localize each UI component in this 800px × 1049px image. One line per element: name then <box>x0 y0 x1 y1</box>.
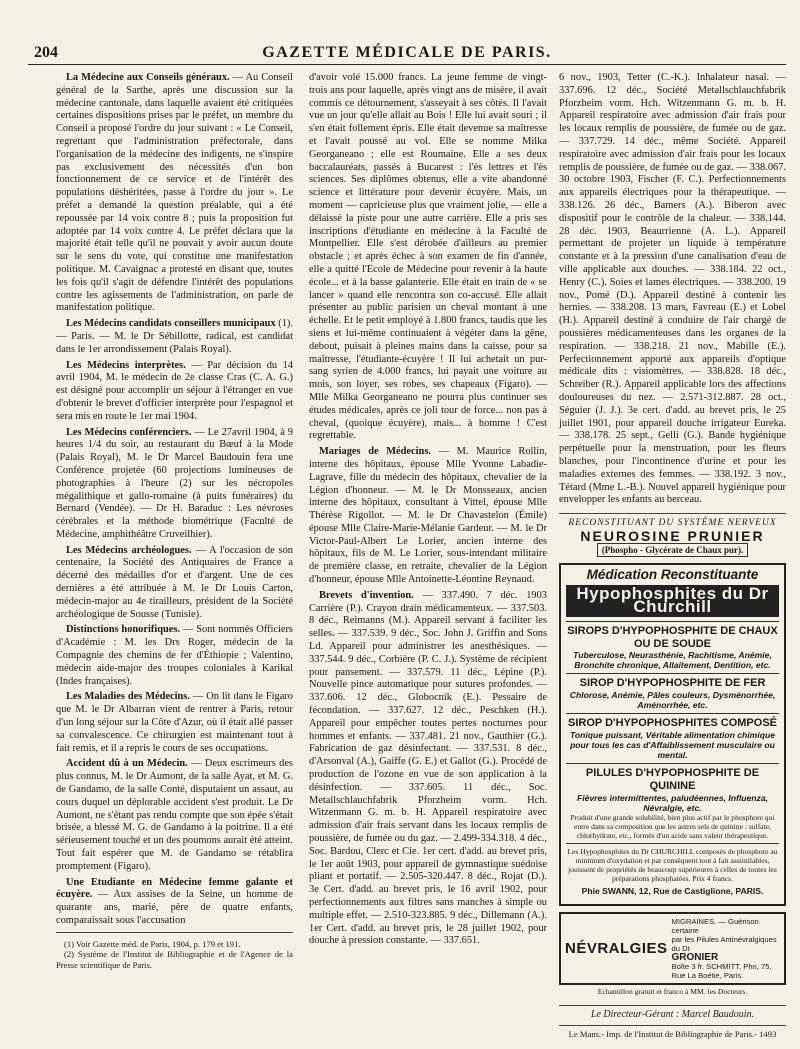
article-candidats-municipaux: Les Médecins candidats conseillers municipaux (1). — Paris. — M. le Dr Sébillotte, radical, est candidat dans le 1er arrondissement (Palais Royal). <box>56 318 293 355</box>
ad-churchill-product-2: SIROP D'HYPOPHOSPHITE DE FER Chlorose, Anémie, Pâles couleurs, Dysménorrhée, Aménorrhée, etc. <box>566 673 779 713</box>
column-3 <box>559 72 786 1041</box>
ad-churchill-address: Phie SWANN, 12, Rue de Castiglione, PARIS. <box>581 885 764 896</box>
ad-gronier-headline: NÉVRALGIES <box>565 939 668 957</box>
ad-gronier-nevralgies: NÉVRALGIES MIGRAINES. — Guérison certaine par les Pilules Antinévralgiques du Dr GRONIER Boîte 3 fr. SCHMITT, Phn, 75, Rue La Boétie, Paris. Echantillon gratuit et franco à MM. les Docteurs. <box>559 912 786 999</box>
ad-neurosine-tagline: RECONSTITUANT DU SYSTÈME NERVEUX <box>568 518 777 529</box>
ad-neurosine-formula: (Phospho - Glycérate de Chaux pur). <box>597 543 749 558</box>
imprint: Le Mans.- Imp. de l'Institut de Bibliographie de Paris.- 1493 <box>559 1025 786 1041</box>
article-etudiante: Une Etudiante en Médecine femme galante et écuyère. — Aux assises de la Seine, un homme de quarante ans, marié, père de quatre enfants, comparaissait sous l'accusation <box>56 876 293 926</box>
footnote-2: (2) Système de l'Institut de Bibliographie et de l'Agence de la Presse scientifique de Paris. <box>56 949 293 970</box>
ad-churchill-note-2: Les Hypophosphites du Dr CHURCHILL composés de phosphore au minimum d'oxydation et par conséquent tout à fait assimilables, jouissent de propriétés de beaucoup supérieures à celles de toutes les préparations phosphatées. Prix 4 francs. <box>567 846 778 883</box>
ad-gronier-sample: Echantillon gratuit et franco à MM. les Docteurs. <box>597 987 748 997</box>
directeur-gerant: Le Directeur-Gérant : Marcel Baudouin. <box>559 1005 786 1022</box>
article-brevets: Brevets d'invention. — 337.490. 7 déc. 1903 Carrière (P.). Crayon drain médicamenteux. — 337.503. 8 déc., Reimanns (M.). Appareil servant à faciliter les selles. — 337.539. 9 déc., Soc. John J. Griffin and Sons Ld. Appareil pour administrer les anesthésiques. — 337.544. 9 déc., Corbière (P. C. J.). Système de récipient pour pansement. — 337.579. 11 déc., Lépine (P.). Nouvelle pince automatique pour sutures profondes. — 337.606. 12 déc., Globocnik (E.). Pessaire de fécondation. — 337.627. 12 déc., Peschken (H.). Appareil pour empêcher toutes pertes nocturnes pour hommes et enfants. — 337.481. 21 nov., Gauthier (G.). Fabrication de gaz désinfectant. — 337.531. 8 déc., d'Arsonval (A.), Gaiffe (G. E.) et Gallot (G.). Procédé de production de l'ozone en vue de son application à la désinfection. — 337.605. 11 déc., Soc. Metallschlauchfabrik Pforzheim vorm. Hch. Witzenmann G. m. b. H. Appareil respiratoire avec admission d'air frais servant dans les locaux remplis de poussière, de fumée ou du gaz. — 2.499-334.318. 4 déc., Soc. Bardou, Clerc et Cie. 1er cert. d'add. au brevet pris, le 1er août 1903, pour appareil de gymnastique suédoise pliant et portatif. — 2.505-320.447. 8 déc., Rojat (D.). 3e Cert. d'add. au brevet pris, le 16 avril 1902, pour perfectionnements aux filtres sans manches à simple ou multiple effet. — 2.510-323.885. 9 déc., Dillemann (A.). 1er Cert. d'add. au brevet pris, le 28 juillet 1902, pour douche à pression constante. — 337.651. <box>309 589 547 947</box>
ad-neurosine-prunier <box>559 513 786 557</box>
article-medecins-conferenciers: Les Médecins conférenciers. — Le 27avril 1904, à 9 heures 1/4 du soir, au restaurant du Bœuf à la Mode (Palais Royal), M. le Dr Marcel Baudouin fera une Conférence projetée (60 projections lumineuses de photographies à l'heure (2) sur les nécropoles mégalithique et gallo-romaine (à puits funéraires) du Bernard (Vendée). — Dr H. Baraduc : Les névroses cérébrales et la méthode biométrique (Faculté de Médecine, amphithéâtre Cruveilhier). <box>56 426 293 540</box>
article-accident: Accident dû à un Médecin. — Deux escrimeurs des plus connus, M. le Dr Aumont, de la salle Ayat, et M. G. de Gandamo, de la salle Conté, disputaient un assaut, au cours duquel un déplorable accident s'est produit. Le Dr Aumont, ne s'étant pas rendu compte que son épée s'était brisée, a blessé M. G. de Gandamo à la poitrine. Il a été sérieusement touché et un des poumons aurait été atteint. Tout fait espérer que M. de Gandamo se rétablira promptement (Figaro). <box>56 758 293 872</box>
running-title: GAZETTE MÉDICALE DE PARIS. <box>262 44 552 61</box>
ad-churchill-product-4: PILULES D'HYPOPHOSPHITE DE QUININE Fièvres intermittentes, paludéennes, Influenza, Névralgie, etc. Produit d'une grande solubilité, bien plus actif par le phosphore qui entre dans sa composition que les autres sels de quinine : sulfate, chlorhydrate, etc., formés d'un acide sans valeur thérapeutique. <box>566 763 779 843</box>
ad-churchill-note-1: Produit d'une grande solubilité, bien plus actif par le phosphore qui entre dans sa composition que les autres sels de quinine : sulfate, chlorhydrate, etc., formés d'un acide sans valeur thérapeutique. <box>570 812 775 840</box>
ad-gronier-brand: GRONIER <box>671 952 719 964</box>
ad-churchill-hypophosphites <box>559 563 786 906</box>
footnote-1: (1) Voir Gazette méd. de Paris, 1904, p. 179 et 191. <box>64 938 241 949</box>
ad-neurosine-brand: NEUROSINE PRUNIER <box>580 527 765 544</box>
page-header <box>28 42 786 65</box>
article-medecins-interpretes: Les Médecins interprètes. — Par décision du 14 avril 1904, M. le médecin de 2e classe Cras (C. A. G.) est désigné pour accomplir un séjour à l'étranger en vue d'obtenir le brevet d'officier interprète pour l'espagnol et sera mis en route le 1er mai 1904. <box>56 359 293 422</box>
article-mariages: Mariages de Médecins. — M. Maurice Rollin, interne des hôpitaux, épouse Mlle Yvonne Labadie-Lagrave, fille du médecin des hôpitaux, chevalier de la Légion d'honneur. — M. le Dr Monsseaux, ancien interne des hôpitaux, consultant à Vittel, épouse Mlle Thérèse Rigollot. — M. le Dr Chavastelon (Émile) épouse Mlle Claire-Marie-Mélanie Gardeur. — M. le Dr Victor-Paul-Albert Le Lorier, ancien interne des hôpitaux, fils de M. Le Lorier, sous-intendant militaire de première classe, en retraite, chevalier de la Légion d'honneur, épouse Mlle Antoinette-Léontine Reynaud. <box>309 446 547 586</box>
ad-churchill-brand: Hypophosphites du Dr Churchill <box>566 585 779 617</box>
article-medecins-archeologues: Les Médecins archéologues. — A l'occasion de son centenaire, la Société des Antiquaires de France a décerné des médailles d'or et d'argent. Une de ces dernières a été attribuée à M. le Dr Louis Carton, médecin-major au 4e tirailleurs, président de la Société archéologique de Sousse (Tunisie). <box>56 544 293 620</box>
article-distinctions: Distinctions honorifiques. — Sont nommés Officiers d'Académie : M. les Drs Roger, médecin de la Compagnie des chemins de fer d'Éthiopie ; Valentino, médecin aide-major des troupes coloniales à Karikal (Indes françaises). <box>56 624 293 687</box>
ad-churchill-product-1: SIROPS D'HYPOPHOSPHITE DE CHAUX OU DE SOUDE Tuberculose, Neurasthénie, Rachitisme, Anémie, Bronchite chronique, Allaitement, Dentition, etc. <box>566 621 779 674</box>
article-maladies-medecins: Les Maladies des Médecins. — On lit dans le Figaro que M. le Dr Albarran vient de rentrer à Paris, retour d'un long séjour sur la Côte d'Azur, où il était allé passer sa convalescence. Ce chirurgien est maintenant tout à fait remis, et il a repris le cours de ses occupations. <box>56 691 293 754</box>
page-number: 204 <box>34 44 58 61</box>
ad-churchill-footer <box>566 843 779 901</box>
article-brevets-continued: 6 nov., 1903, Tetter (C.-K.). Inhalateur nasal. — 337.696. 12 déc., Société Metallschlauchfabrik Pforzheim vorm. Hch. Witzenmann G. m. b. H. Appareil respiratoire avec admission d'air frais pour les locaux remplis de poussière, de fumée ou de gaz. — 337.729. 14 déc., même Société. Appareil respiratoire avec admission d'air frais pour les locaux remplis de poussière, de fumée ou de gaz. — 338.067. 30 octobre 1903, Fischer (F. C.). Perfectionnements aux appareils électriques pour la thérapeutique. — 338.126. 26 déc., Bamers (A.). Biberon avec dispositif pour le contrôle de la chaleur. — 338.144. 28 déc. 1903, Beaurrienne (A. L.). Appareil permettant de projeter un liquide à température constante et à la pression d'une canalisation d'eau de ville applicable aux douches. — 338.184. 22 oct., Henry (C.). Soies et lames électriques. — 338.200. 19 nov., Pomé (D.). Appareil destiné à contenir les hernies. — 338.208. 13 mars, Favreau (E.) et Lobel (H.). Appareil destiné à conduire de l'air chargé de poussières médicamenteuses dans les organes de la respiration. — 338.218. 21 nov., Mabille (E.). Perfectionnement apporté aux appareils d'optique médicale dits : visiomètres. — 338.828. 18 déc., Schreiber (R.). Appareil applicable lors des affections douloureuses du nez. — 2.571-312.887. 28 oct., Séguier (J. J.). 3e cert. d'add. au brevet pris, le 25 juillet 1901, pour appareil douche irrigateur Eureka. — 338.178. 25 sept., Gelli (G.). Bande hygiénique perpétuelle pour la menstruation, pour les fleurs blanches, pour l'incontinence d'urine et pour les maladies externes des femmes. — 338.192. 3 nov., Tétard (Mme L.-B.). Nouvel appareil hygiénique pour envelopper les enfants au berceau. <box>559 72 786 506</box>
article-conseils-generaux: La Médecine aux Conseils généraux. — Au Conseil général de la Sarthe, après une discussion sur la médecine cantonale, dans laquelle avaient été critiquées certaines dispositions prises par le préfet, un membre du Conseil a proposé l'ordre du jour suivant : « Le Conseil, regrettant que l'administration préfectorale, dans l'organisation de la médecine des indigents, ne s'inspire pas exclusivement des nécessités d'un bon fonctionnement de ce service et de l'intérêt des populations déshéritées, passe à l'ordre du jour ». Le préfet a demandé la question préalable, qui a été repoussée par 14 voix contre 8 ; puis la proposition fut adoptée par 14 voix contre 4. Le préfet déclara que la majorité était telle qu'il ne pouvait y avoir aucun doute sur le sens du vote, qui constitue une manifestation politique. M. Cavaignac a protesté en disant que, toutes les fois qu'il s'agit de défendre l'intérêt des populations contre les agissements de l'administration, on parle de manifestation politique. <box>56 72 293 314</box>
column-1 <box>56 72 293 970</box>
footnotes <box>56 939 293 970</box>
ad-churchill-title: Médication Reconstituante <box>586 567 759 583</box>
column-2 <box>309 72 547 951</box>
article-etudiante-continued: d'avoir volé 15.000 francs. La jeune femme de vingt-trois ans pour laquelle, après vingt ans de misère, il avait commis ce détournement, s'asseyait à ses côtés. Il l'avait vue un jour qu'elle allait au Bois ! Elle lui avait souri ; il s'en était follement épris. Elle était devenue sa maîtresse et l'avait poussé au vol. Elle se nomme Milka Georganeano ; elle est Roumaine. Elle a ses deux baccalauréats, passés à Bucarest : l'ès lettres et l'ès sciences. Ses diplômes obtenus, elle a vite abandonné science et littérature pour devenir écuyère. Mais, un moment — capricieuse plus que vraiment jolie, — elle a délaissé la piste pour une autre carrière. Elle a pris ses inscriptions d'étudiante en médecine à la Faculté de Montpellier. Elle s'est dérobée d'ailleurs au premier obstacle ; et après échec à son examen de fin d'année, elle a quitté l'Ecole de Médecine pour revenir à la haute école... et à la basse galanterie. Elle était en train de « se lancer » quand elle rencontra son co-accusé. Elle allait présenter au public parisien un cheval montant à une échelle. Et le petit employé à 1.800 francs, taudis que les siens et lui-même continuaient à végéter dans la gêne, debout, puisait à pleines mains dans la caisse, pour sa maîtresse, l'étudiante-écuyère ! Il lui achetait un pur-sang syrien de 4.000 francs, lui payait une voiture au mois, son loyer, ses robes, ses chapeaux (Figaro). — Mlle Milka Georganeano ne pourra plus continuer ses études médicales, après ce joli tour de force... non pas à cheval, (quoique écuyère), mais... à homme ! C'est regrettable. <box>309 72 547 442</box>
footnote-divider <box>56 932 293 933</box>
ad-churchill-product-3: SIROP D'HYPOPHOSPHITES COMPOSÉ Tonique puissant, Véritable alimentation chimique pour tous les cas d'Affaiblissement musculaire ou mental. <box>566 713 779 763</box>
